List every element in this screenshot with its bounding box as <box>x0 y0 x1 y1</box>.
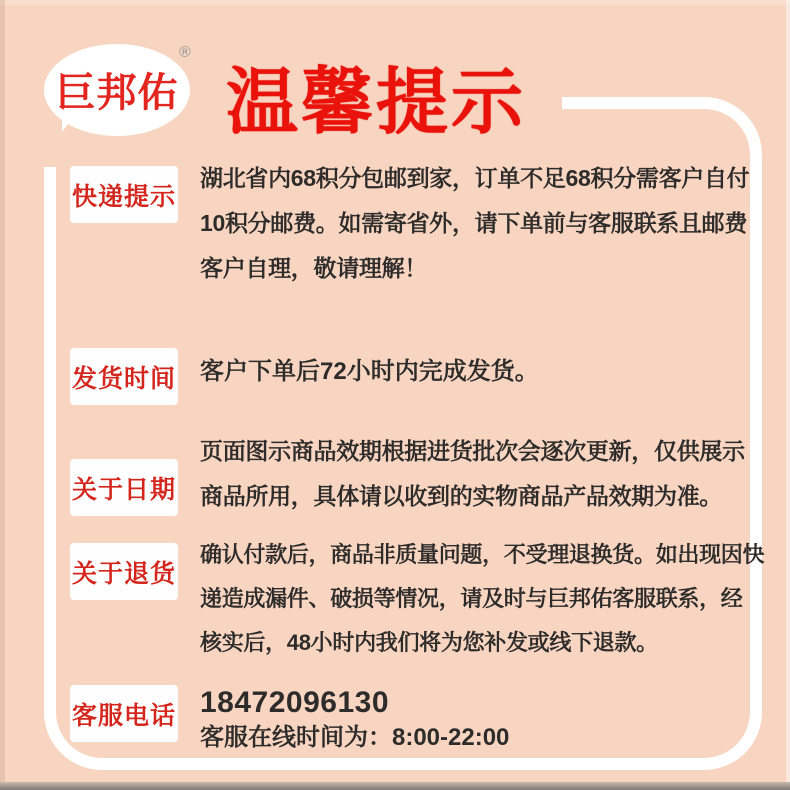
brand-logo <box>44 44 190 136</box>
photo-edge-bottom <box>0 782 790 790</box>
section-label-about-date <box>70 459 178 516</box>
section-about-date-text <box>200 429 760 519</box>
service-hours: 客服在线时间为：8:00-22:00 <box>200 724 510 751</box>
text-line: 湖北省内68积分包邮到家，订单不足68积分需客户自付 <box>200 165 750 191</box>
text-line: 商品所用，具体请以收到的实物商品产品效期为准。 <box>200 483 723 509</box>
section-delivery-time-text <box>200 349 760 394</box>
section-express-notice-text <box>200 156 760 291</box>
section-label-service-phone <box>70 685 178 742</box>
service-phone-number: 18472096130 <box>200 686 390 719</box>
text-line: 客户自理，敬请理解！ <box>200 255 428 281</box>
section-service-phone-text <box>200 686 760 755</box>
section-label-about-returns <box>70 543 178 600</box>
section-about-returns-text <box>200 533 765 665</box>
brand-logo-text: 巨邦佑 <box>55 70 179 115</box>
section-label-text: 关于退货 <box>71 559 176 588</box>
photo-edge-right <box>786 0 790 790</box>
registered-trademark-icon: ® <box>179 44 191 61</box>
section-label-text: 客服电话 <box>71 701 176 730</box>
section-label-delivery-time <box>70 348 178 405</box>
page-title: 温馨提示 <box>226 63 527 143</box>
text-line: 核实后，48小时内我们将为您补发或线下退款。 <box>200 630 658 655</box>
section-label-express-notice <box>70 166 178 223</box>
photo-edge-left <box>0 0 5 790</box>
section-label-text: 关于日期 <box>71 475 176 504</box>
photo-edge-top <box>0 0 790 5</box>
section-label-text: 发货时间 <box>71 364 176 393</box>
section-label-text: 快递提示 <box>71 182 176 211</box>
text-line: 递造成漏件、破损等情况，请及时与巨邦佑客服联系，经 <box>200 586 743 611</box>
text-line: 确认付款后，商品非质量问题，不受理退换货。如出现因快 <box>200 542 765 567</box>
text-line: 客户下单后72小时内完成发货。 <box>200 358 539 385</box>
text-line: 页面图示商品效期根据进货批次会逐次更新，仅供展示 <box>200 438 745 464</box>
text-line: 10积分邮费。如需寄省外，请下单前与客服联系且邮费 <box>200 210 748 236</box>
